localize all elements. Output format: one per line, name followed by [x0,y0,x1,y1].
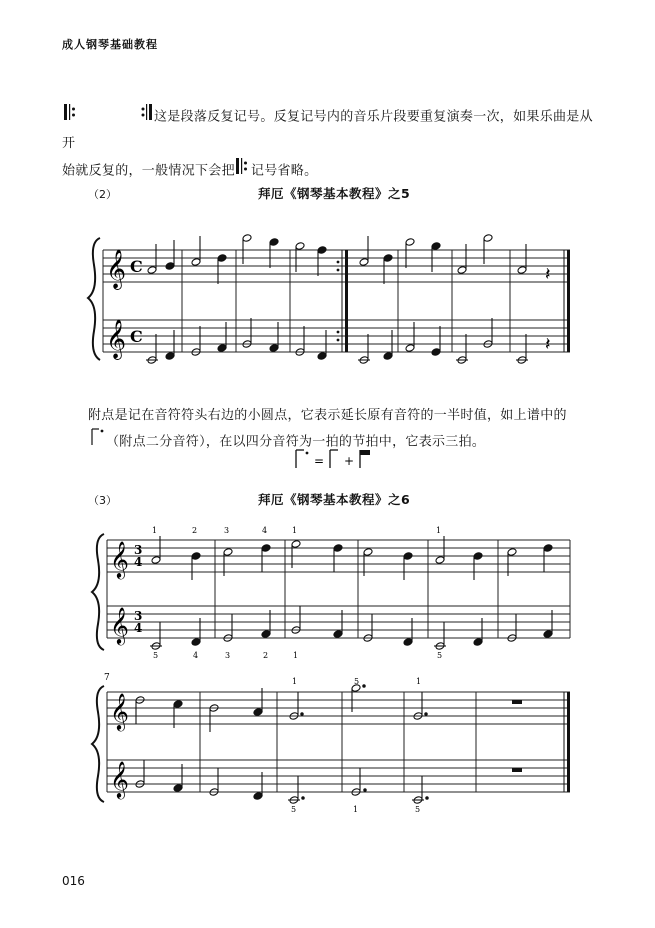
quarter-rest-icon: 𝄽 [545,334,551,355]
svg-text:1: 1 [353,805,359,814]
svg-text:4: 4 [262,526,268,535]
grand-staff-brace [88,238,100,360]
example3-system1 [0,520,655,660]
paragraph1-text-b: 始就反复的，一般情况下会把 [62,163,235,179]
repeat-start-icon [62,103,84,131]
dotted-half-note-icon [62,427,106,457]
example3-number: （3） [88,494,117,507]
svg-text:5: 5 [291,805,297,814]
example2-title: 拜厄《钢琴基本教程》之5 [258,186,411,201]
measure-number: 7 [104,673,110,683]
svg-text:3: 3 [224,526,230,535]
paragraph2-text-b: （附点二分音符），在以四分音符为一拍的节拍中，它表示三拍。 [106,434,486,450]
repeat-barline-mid [337,250,348,352]
equals-sign: = [314,454,325,468]
example3-title: 拜厄《钢琴基本教程》之6 [258,492,411,507]
svg-text:2: 2 [192,526,198,535]
plus-sign: + [344,454,355,468]
svg-text:4: 4 [193,651,199,660]
treble-clef-icon: 𝄞 [110,540,129,578]
repeat-end-icon [140,103,154,131]
book-header: 成人钢琴基础教程 [62,38,158,51]
lower-notes [146,318,528,364]
repeat-sign-paragraph [62,103,598,185]
example3-system2 [0,664,655,814]
svg-text:5: 5 [354,677,360,686]
svg-text:5: 5 [415,805,421,814]
example2-number: （2） [88,188,117,201]
repeat-start-icon-inline [235,157,251,185]
treble-clef-icon: 𝄞 [106,249,127,289]
time-sig-bottom-lower: 4 [134,621,143,635]
time-sig-bottom: 4 [134,555,143,569]
svg-text:5: 5 [437,651,443,660]
treble-clef-icon: 𝄞 [110,760,129,798]
treble-clef-icon: 𝄞 [106,319,127,359]
lower-staff [103,320,570,352]
time-sig-top: 3 [134,543,143,557]
time-sig-top-lower: 3 [134,609,143,623]
svg-text:1: 1 [293,651,299,660]
svg-text:1: 1 [292,677,298,686]
paragraph2-text-a: 附点是记在音符符头右边的小圆点，它表示延长原有音符的一半时值，如上谱中的 [88,408,567,423]
time-signature-lower: C [130,327,143,346]
svg-text:3: 3 [225,651,231,660]
treble-clef-icon: 𝄞 [110,692,129,730]
treble-clef-icon: 𝄞 [110,606,129,644]
svg-text:1: 1 [436,526,442,535]
svg-text:1: 1 [416,677,422,686]
time-signature-upper: C [130,257,143,276]
page-number: 016 [62,874,85,888]
paragraph1-text-c: 记号省略。 [250,163,318,179]
quarter-rest-icon: 𝄽 [545,264,551,285]
barlines [103,250,510,352]
whole-rest-icon [512,700,522,704]
svg-text:5: 5 [153,651,159,660]
upper-notes [147,234,527,284]
svg-text:2: 2 [263,651,269,660]
example2-score [0,220,655,380]
svg-text:1: 1 [152,526,158,535]
dotted-note-equation [292,446,382,472]
svg-text:1: 1 [292,526,298,535]
paragraph1-text-a: 这是段落反复记号。反复记号内的音乐片段要重复演奏一次，如果乐曲是从开 [62,109,593,151]
whole-rest-icon [512,768,522,772]
